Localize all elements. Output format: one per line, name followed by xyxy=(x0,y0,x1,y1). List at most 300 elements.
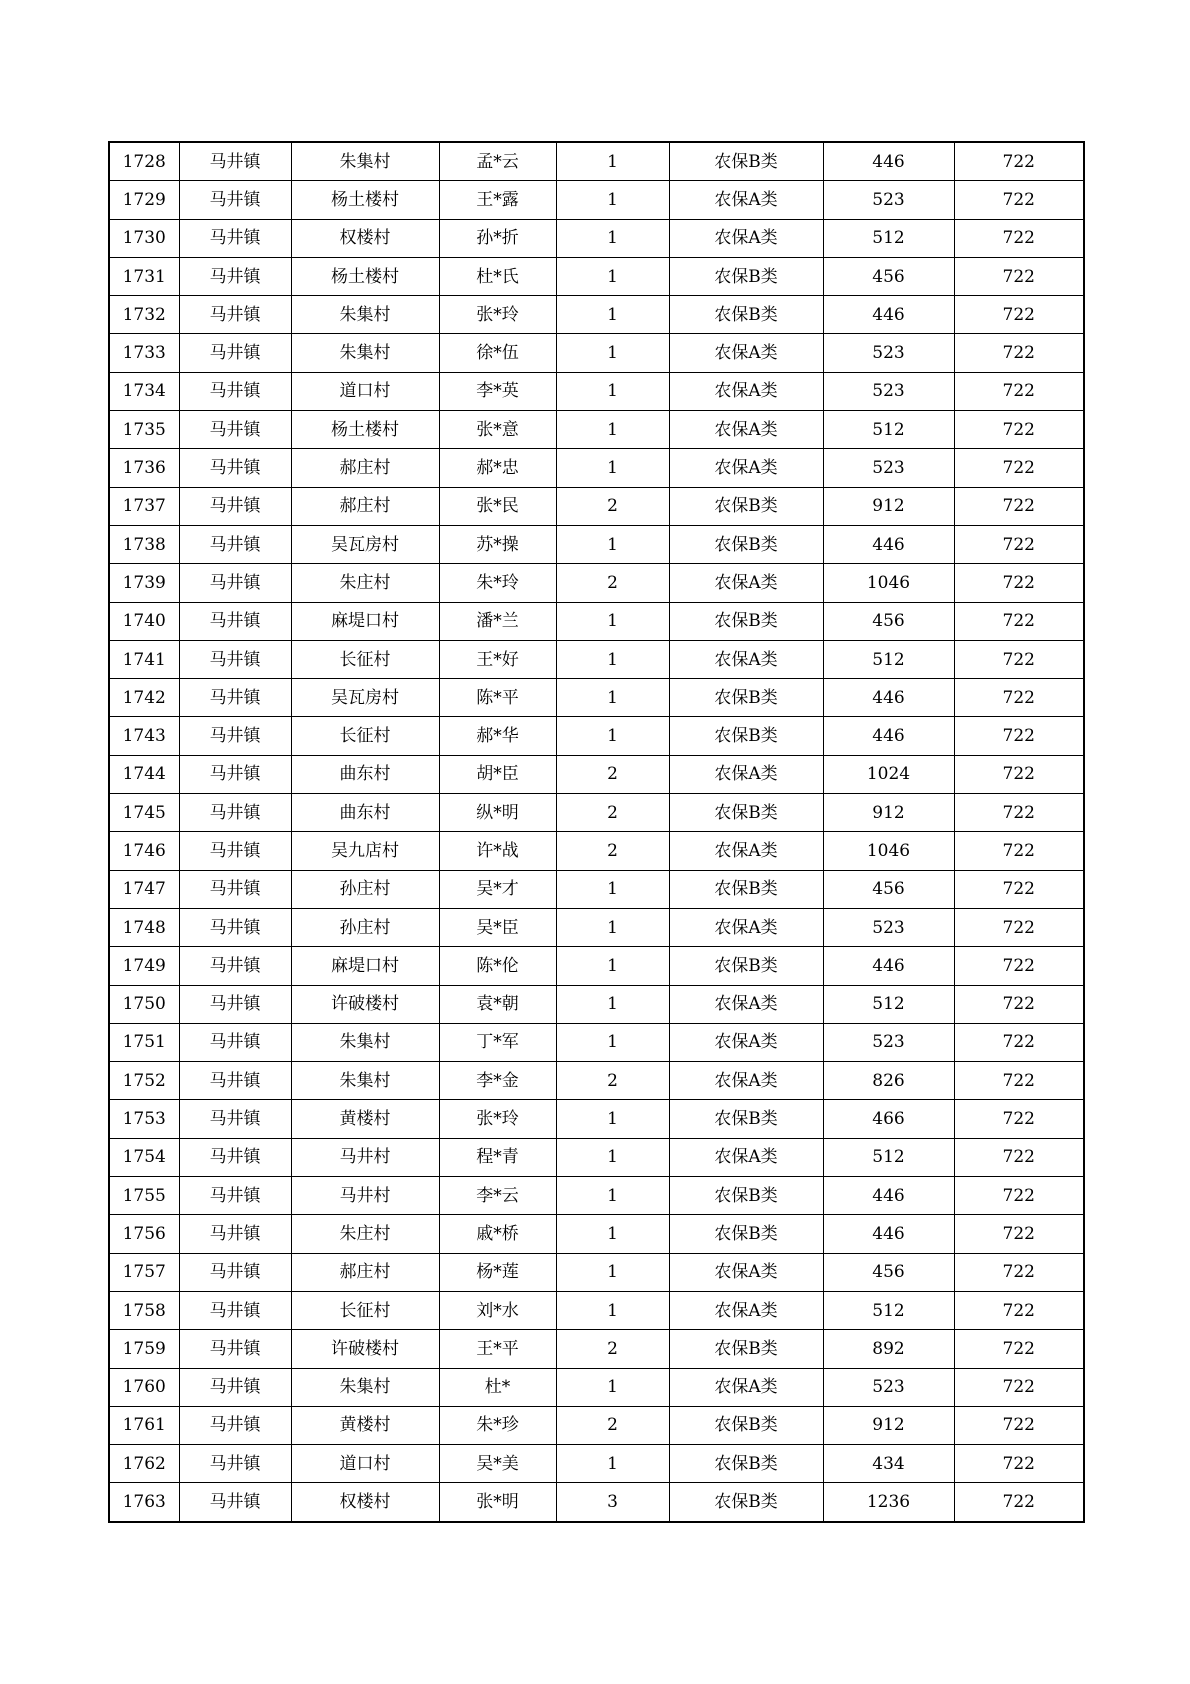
standard-cell: 722 xyxy=(954,947,1084,985)
standard-cell: 722 xyxy=(954,181,1084,219)
table-row xyxy=(109,1253,1084,1291)
amount-cell: 466 xyxy=(823,1100,954,1138)
village-cell: 朱集村 xyxy=(291,1368,439,1406)
row-number-cell: 1747 xyxy=(109,870,179,908)
insurance-category-cell: 农保B类 xyxy=(669,1406,823,1444)
standard-cell: 722 xyxy=(954,334,1084,372)
row-number-cell: 1738 xyxy=(109,525,179,563)
town-cell: 马井镇 xyxy=(179,1445,291,1483)
name-cell: 吴*才 xyxy=(439,870,556,908)
name-cell: 徐*伍 xyxy=(439,334,556,372)
row-number-cell: 1751 xyxy=(109,1023,179,1061)
table-row xyxy=(109,1023,1084,1061)
row-number-cell: 1763 xyxy=(109,1483,179,1522)
household-count-cell: 1 xyxy=(556,640,669,678)
amount-cell: 512 xyxy=(823,640,954,678)
name-cell: 陈*平 xyxy=(439,679,556,717)
household-count-cell: 1 xyxy=(556,908,669,946)
town-cell: 马井镇 xyxy=(179,640,291,678)
household-count-cell: 2 xyxy=(556,564,669,602)
insurance-category-cell: 农保B类 xyxy=(669,1330,823,1368)
row-number-cell: 1755 xyxy=(109,1177,179,1215)
row-number-cell: 1743 xyxy=(109,717,179,755)
amount-cell: 446 xyxy=(823,679,954,717)
village-cell: 权楼村 xyxy=(291,1483,439,1522)
name-cell: 张*明 xyxy=(439,1483,556,1522)
name-cell: 李*云 xyxy=(439,1177,556,1215)
row-number-cell: 1728 xyxy=(109,142,179,181)
town-cell: 马井镇 xyxy=(179,870,291,908)
insurance-category-cell: 农保A类 xyxy=(669,1368,823,1406)
amount-cell: 523 xyxy=(823,449,954,487)
standard-cell: 722 xyxy=(954,449,1084,487)
amount-cell: 523 xyxy=(823,1023,954,1061)
amount-cell: 512 xyxy=(823,985,954,1023)
amount-cell: 826 xyxy=(823,1062,954,1100)
insurance-category-cell: 农保A类 xyxy=(669,1023,823,1061)
table-row xyxy=(109,1177,1084,1215)
amount-cell: 512 xyxy=(823,1138,954,1176)
name-cell: 孟*云 xyxy=(439,142,556,181)
household-count-cell: 1 xyxy=(556,1100,669,1138)
table-row xyxy=(109,1368,1084,1406)
insurance-category-cell: 农保A类 xyxy=(669,640,823,678)
village-cell: 郝庄村 xyxy=(291,487,439,525)
village-cell: 杨土楼村 xyxy=(291,181,439,219)
amount-cell: 456 xyxy=(823,257,954,295)
amount-cell: 892 xyxy=(823,1330,954,1368)
amount-cell: 456 xyxy=(823,870,954,908)
village-cell: 许破楼村 xyxy=(291,1330,439,1368)
town-cell: 马井镇 xyxy=(179,296,291,334)
row-number-cell: 1740 xyxy=(109,602,179,640)
household-count-cell: 1 xyxy=(556,1445,669,1483)
table-row xyxy=(109,564,1084,602)
amount-cell: 456 xyxy=(823,1253,954,1291)
standard-cell: 722 xyxy=(954,985,1084,1023)
name-cell: 苏*操 xyxy=(439,525,556,563)
standard-cell: 722 xyxy=(954,755,1084,793)
table-row xyxy=(109,525,1084,563)
table-row xyxy=(109,1330,1084,1368)
amount-cell: 523 xyxy=(823,181,954,219)
household-count-cell: 1 xyxy=(556,1368,669,1406)
household-count-cell: 1 xyxy=(556,602,669,640)
insurance-category-cell: 农保B类 xyxy=(669,870,823,908)
name-cell: 戚*桥 xyxy=(439,1215,556,1253)
household-count-cell: 2 xyxy=(556,487,669,525)
name-cell: 许*战 xyxy=(439,832,556,870)
amount-cell: 912 xyxy=(823,487,954,525)
village-cell: 权楼村 xyxy=(291,219,439,257)
table-row xyxy=(109,870,1084,908)
standard-cell: 722 xyxy=(954,640,1084,678)
town-cell: 马井镇 xyxy=(179,1330,291,1368)
insurance-category-cell: 农保B类 xyxy=(669,679,823,717)
insurance-category-cell: 农保B类 xyxy=(669,257,823,295)
row-number-cell: 1736 xyxy=(109,449,179,487)
name-cell: 张*玲 xyxy=(439,296,556,334)
town-cell: 马井镇 xyxy=(179,1368,291,1406)
name-cell: 张*意 xyxy=(439,411,556,449)
household-count-cell: 2 xyxy=(556,794,669,832)
table-row xyxy=(109,1215,1084,1253)
town-cell: 马井镇 xyxy=(179,487,291,525)
row-number-cell: 1759 xyxy=(109,1330,179,1368)
table-row xyxy=(109,1138,1084,1176)
household-count-cell: 1 xyxy=(556,334,669,372)
amount-cell: 523 xyxy=(823,908,954,946)
insurance-category-cell: 农保B类 xyxy=(669,296,823,334)
household-count-cell: 1 xyxy=(556,296,669,334)
town-cell: 马井镇 xyxy=(179,755,291,793)
village-cell: 郝庄村 xyxy=(291,449,439,487)
household-count-cell: 1 xyxy=(556,947,669,985)
name-cell: 吴*美 xyxy=(439,1445,556,1483)
name-cell: 程*青 xyxy=(439,1138,556,1176)
standard-cell: 722 xyxy=(954,679,1084,717)
amount-cell: 512 xyxy=(823,219,954,257)
standard-cell: 722 xyxy=(954,1023,1084,1061)
household-count-cell: 2 xyxy=(556,1406,669,1444)
amount-cell: 446 xyxy=(823,947,954,985)
town-cell: 马井镇 xyxy=(179,219,291,257)
table-row xyxy=(109,602,1084,640)
town-cell: 马井镇 xyxy=(179,181,291,219)
standard-cell: 722 xyxy=(954,1100,1084,1138)
insurance-category-cell: 农保B类 xyxy=(669,794,823,832)
village-cell: 麻堤口村 xyxy=(291,602,439,640)
table-row xyxy=(109,257,1084,295)
household-count-cell: 1 xyxy=(556,1138,669,1176)
village-cell: 道口村 xyxy=(291,1445,439,1483)
standard-cell: 722 xyxy=(954,832,1084,870)
standard-cell: 722 xyxy=(954,525,1084,563)
town-cell: 马井镇 xyxy=(179,679,291,717)
name-cell: 朱*珍 xyxy=(439,1406,556,1444)
town-cell: 马井镇 xyxy=(179,794,291,832)
amount-cell: 434 xyxy=(823,1445,954,1483)
village-cell: 许破楼村 xyxy=(291,985,439,1023)
village-cell: 朱集村 xyxy=(291,1023,439,1061)
standard-cell: 722 xyxy=(954,1483,1084,1522)
table-row xyxy=(109,487,1084,525)
village-cell: 曲东村 xyxy=(291,755,439,793)
table-row xyxy=(109,1445,1084,1483)
name-cell: 杜* xyxy=(439,1368,556,1406)
row-number-cell: 1749 xyxy=(109,947,179,985)
amount-cell: 1236 xyxy=(823,1483,954,1522)
table-row xyxy=(109,640,1084,678)
amount-cell: 446 xyxy=(823,1215,954,1253)
village-cell: 杨土楼村 xyxy=(291,411,439,449)
table-row xyxy=(109,1100,1084,1138)
name-cell: 郝*华 xyxy=(439,717,556,755)
village-cell: 郝庄村 xyxy=(291,1253,439,1291)
name-cell: 李*金 xyxy=(439,1062,556,1100)
village-cell: 孙庄村 xyxy=(291,908,439,946)
table-row xyxy=(109,1291,1084,1329)
row-number-cell: 1756 xyxy=(109,1215,179,1253)
insurance-category-cell: 农保B类 xyxy=(669,717,823,755)
row-number-cell: 1760 xyxy=(109,1368,179,1406)
row-number-cell: 1745 xyxy=(109,794,179,832)
village-cell: 吴九店村 xyxy=(291,832,439,870)
table-row xyxy=(109,985,1084,1023)
amount-cell: 523 xyxy=(823,372,954,410)
household-count-cell: 1 xyxy=(556,181,669,219)
household-count-cell: 1 xyxy=(556,870,669,908)
standard-cell: 722 xyxy=(954,1177,1084,1215)
amount-cell: 446 xyxy=(823,717,954,755)
insurance-category-cell: 农保A类 xyxy=(669,755,823,793)
row-number-cell: 1753 xyxy=(109,1100,179,1138)
table-row xyxy=(109,296,1084,334)
table-row xyxy=(109,717,1084,755)
insurance-category-cell: 农保A类 xyxy=(669,1138,823,1176)
town-cell: 马井镇 xyxy=(179,1100,291,1138)
row-number-cell: 1737 xyxy=(109,487,179,525)
standard-cell: 722 xyxy=(954,372,1084,410)
table-row xyxy=(109,679,1084,717)
table-row xyxy=(109,794,1084,832)
insurance-category-cell: 农保A类 xyxy=(669,1062,823,1100)
village-cell: 朱集村 xyxy=(291,334,439,372)
name-cell: 李*英 xyxy=(439,372,556,410)
row-number-cell: 1742 xyxy=(109,679,179,717)
household-count-cell: 2 xyxy=(556,1330,669,1368)
roster-table-body xyxy=(109,142,1084,1522)
name-cell: 杨*莲 xyxy=(439,1253,556,1291)
household-count-cell: 1 xyxy=(556,1253,669,1291)
name-cell: 刘*水 xyxy=(439,1291,556,1329)
town-cell: 马井镇 xyxy=(179,142,291,181)
household-count-cell: 1 xyxy=(556,717,669,755)
amount-cell: 1046 xyxy=(823,564,954,602)
row-number-cell: 1739 xyxy=(109,564,179,602)
table-row xyxy=(109,142,1084,181)
town-cell: 马井镇 xyxy=(179,411,291,449)
household-count-cell: 1 xyxy=(556,985,669,1023)
town-cell: 马井镇 xyxy=(179,449,291,487)
standard-cell: 722 xyxy=(954,257,1084,295)
household-count-cell: 1 xyxy=(556,525,669,563)
household-count-cell: 1 xyxy=(556,142,669,181)
town-cell: 马井镇 xyxy=(179,602,291,640)
insurance-category-cell: 农保A类 xyxy=(669,564,823,602)
row-number-cell: 1752 xyxy=(109,1062,179,1100)
village-cell: 曲东村 xyxy=(291,794,439,832)
village-cell: 朱集村 xyxy=(291,1062,439,1100)
insurance-category-cell: 农保B类 xyxy=(669,1215,823,1253)
roster-table xyxy=(108,141,1085,1523)
insurance-category-cell: 农保B类 xyxy=(669,487,823,525)
standard-cell: 722 xyxy=(954,1330,1084,1368)
standard-cell: 722 xyxy=(954,219,1084,257)
amount-cell: 456 xyxy=(823,602,954,640)
amount-cell: 523 xyxy=(823,1368,954,1406)
amount-cell: 446 xyxy=(823,296,954,334)
insurance-category-cell: 农保A类 xyxy=(669,411,823,449)
town-cell: 马井镇 xyxy=(179,1023,291,1061)
town-cell: 马井镇 xyxy=(179,1406,291,1444)
name-cell: 陈*伦 xyxy=(439,947,556,985)
town-cell: 马井镇 xyxy=(179,947,291,985)
village-cell: 马井村 xyxy=(291,1177,439,1215)
standard-cell: 722 xyxy=(954,1253,1084,1291)
household-count-cell: 1 xyxy=(556,679,669,717)
row-number-cell: 1730 xyxy=(109,219,179,257)
name-cell: 丁*军 xyxy=(439,1023,556,1061)
town-cell: 马井镇 xyxy=(179,257,291,295)
table-row xyxy=(109,372,1084,410)
village-cell: 杨土楼村 xyxy=(291,257,439,295)
name-cell: 吴*臣 xyxy=(439,908,556,946)
amount-cell: 1046 xyxy=(823,832,954,870)
insurance-category-cell: 农保A类 xyxy=(669,1291,823,1329)
table-row xyxy=(109,755,1084,793)
standard-cell: 722 xyxy=(954,487,1084,525)
table-row xyxy=(109,1483,1084,1522)
town-cell: 马井镇 xyxy=(179,1062,291,1100)
table-row xyxy=(109,334,1084,372)
household-count-cell: 1 xyxy=(556,449,669,487)
village-cell: 吴瓦房村 xyxy=(291,679,439,717)
amount-cell: 446 xyxy=(823,142,954,181)
town-cell: 马井镇 xyxy=(179,334,291,372)
household-count-cell: 1 xyxy=(556,411,669,449)
insurance-category-cell: 农保A类 xyxy=(669,334,823,372)
amount-cell: 912 xyxy=(823,794,954,832)
town-cell: 马井镇 xyxy=(179,1215,291,1253)
standard-cell: 722 xyxy=(954,564,1084,602)
town-cell: 马井镇 xyxy=(179,832,291,870)
village-cell: 朱集村 xyxy=(291,296,439,334)
household-count-cell: 1 xyxy=(556,219,669,257)
standard-cell: 722 xyxy=(954,1406,1084,1444)
village-cell: 孙庄村 xyxy=(291,870,439,908)
name-cell: 张*民 xyxy=(439,487,556,525)
row-number-cell: 1750 xyxy=(109,985,179,1023)
name-cell: 张*玲 xyxy=(439,1100,556,1138)
insurance-category-cell: 农保B类 xyxy=(669,1483,823,1522)
insurance-category-cell: 农保A类 xyxy=(669,181,823,219)
town-cell: 马井镇 xyxy=(179,1483,291,1522)
town-cell: 马井镇 xyxy=(179,1138,291,1176)
insurance-category-cell: 农保A类 xyxy=(669,832,823,870)
town-cell: 马井镇 xyxy=(179,985,291,1023)
name-cell: 孙*折 xyxy=(439,219,556,257)
standard-cell: 722 xyxy=(954,411,1084,449)
amount-cell: 446 xyxy=(823,1177,954,1215)
insurance-category-cell: 农保A类 xyxy=(669,985,823,1023)
insurance-category-cell: 农保A类 xyxy=(669,1253,823,1291)
town-cell: 马井镇 xyxy=(179,564,291,602)
name-cell: 胡*臣 xyxy=(439,755,556,793)
table-row xyxy=(109,1406,1084,1444)
household-count-cell: 2 xyxy=(556,755,669,793)
village-cell: 长征村 xyxy=(291,1291,439,1329)
insurance-category-cell: 农保B类 xyxy=(669,1177,823,1215)
household-count-cell: 1 xyxy=(556,372,669,410)
town-cell: 马井镇 xyxy=(179,525,291,563)
row-number-cell: 1757 xyxy=(109,1253,179,1291)
household-count-cell: 2 xyxy=(556,1062,669,1100)
town-cell: 马井镇 xyxy=(179,908,291,946)
amount-cell: 1024 xyxy=(823,755,954,793)
village-cell: 麻堤口村 xyxy=(291,947,439,985)
insurance-category-cell: 农保B类 xyxy=(669,525,823,563)
row-number-cell: 1746 xyxy=(109,832,179,870)
name-cell: 袁*朝 xyxy=(439,985,556,1023)
table-row xyxy=(109,181,1084,219)
village-cell: 道口村 xyxy=(291,372,439,410)
insurance-category-cell: 农保A类 xyxy=(669,449,823,487)
standard-cell: 722 xyxy=(954,296,1084,334)
standard-cell: 722 xyxy=(954,602,1084,640)
table-row xyxy=(109,947,1084,985)
household-count-cell: 2 xyxy=(556,832,669,870)
row-number-cell: 1741 xyxy=(109,640,179,678)
name-cell: 潘*兰 xyxy=(439,602,556,640)
standard-cell: 722 xyxy=(954,1291,1084,1329)
insurance-category-cell: 农保B类 xyxy=(669,1445,823,1483)
row-number-cell: 1734 xyxy=(109,372,179,410)
town-cell: 马井镇 xyxy=(179,1291,291,1329)
standard-cell: 722 xyxy=(954,908,1084,946)
name-cell: 郝*忠 xyxy=(439,449,556,487)
insurance-category-cell: 农保A类 xyxy=(669,372,823,410)
row-number-cell: 1744 xyxy=(109,755,179,793)
amount-cell: 512 xyxy=(823,1291,954,1329)
name-cell: 纵*明 xyxy=(439,794,556,832)
town-cell: 马井镇 xyxy=(179,372,291,410)
household-count-cell: 1 xyxy=(556,1023,669,1061)
village-cell: 长征村 xyxy=(291,717,439,755)
standard-cell: 722 xyxy=(954,870,1084,908)
amount-cell: 523 xyxy=(823,334,954,372)
row-number-cell: 1758 xyxy=(109,1291,179,1329)
name-cell: 王*露 xyxy=(439,181,556,219)
standard-cell: 722 xyxy=(954,717,1084,755)
table-row xyxy=(109,908,1084,946)
row-number-cell: 1762 xyxy=(109,1445,179,1483)
insurance-category-cell: 农保B类 xyxy=(669,947,823,985)
table-row xyxy=(109,219,1084,257)
row-number-cell: 1748 xyxy=(109,908,179,946)
household-count-cell: 1 xyxy=(556,1177,669,1215)
row-number-cell: 1761 xyxy=(109,1406,179,1444)
insurance-category-cell: 农保B类 xyxy=(669,602,823,640)
town-cell: 马井镇 xyxy=(179,1177,291,1215)
insurance-category-cell: 农保B类 xyxy=(669,142,823,181)
household-count-cell: 1 xyxy=(556,1215,669,1253)
insurance-category-cell: 农保B类 xyxy=(669,1100,823,1138)
village-cell: 朱集村 xyxy=(291,142,439,181)
name-cell: 朱*玲 xyxy=(439,564,556,602)
village-cell: 黄楼村 xyxy=(291,1100,439,1138)
standard-cell: 722 xyxy=(954,1138,1084,1176)
village-cell: 朱庄村 xyxy=(291,1215,439,1253)
row-number-cell: 1732 xyxy=(109,296,179,334)
row-number-cell: 1754 xyxy=(109,1138,179,1176)
standard-cell: 722 xyxy=(954,1445,1084,1483)
row-number-cell: 1733 xyxy=(109,334,179,372)
village-cell: 朱庄村 xyxy=(291,564,439,602)
village-cell: 马井村 xyxy=(291,1138,439,1176)
standard-cell: 722 xyxy=(954,142,1084,181)
standard-cell: 722 xyxy=(954,1215,1084,1253)
